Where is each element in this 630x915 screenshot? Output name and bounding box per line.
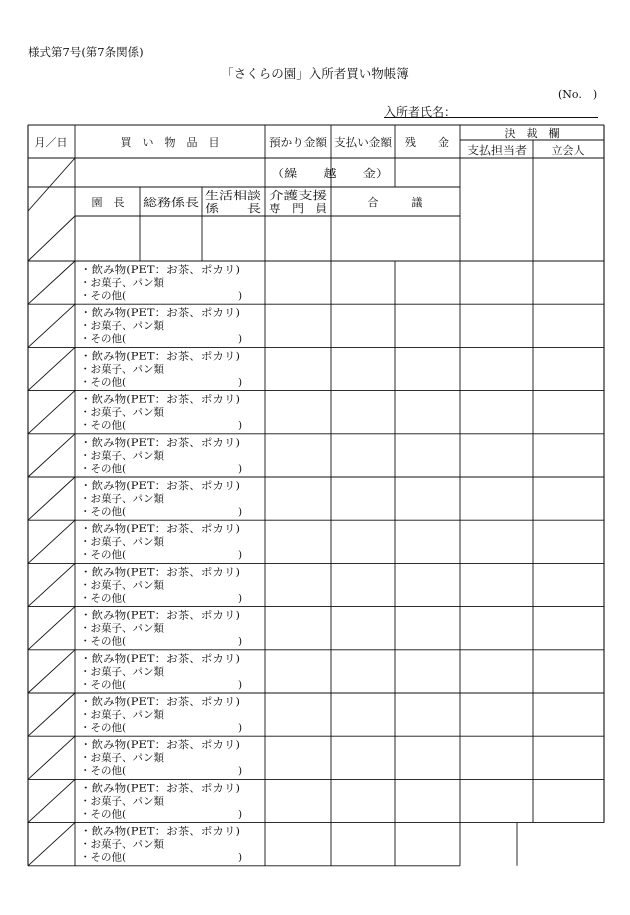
items-header: 買 い 物 品 目: [120, 136, 220, 149]
resident-name-label: 入所者氏名：: [384, 105, 457, 119]
item-drinks: ・飲み物(PET：お茶、ポカリ): [80, 782, 226, 795]
item-other-close: ): [238, 765, 243, 778]
date-cell[interactable]: [28, 391, 75, 434]
item-other: ・その他(: [80, 376, 127, 389]
care-support-label: 介護支援: [269, 189, 313, 202]
date-slash: [28, 216, 75, 261]
care-support-label: 専 門 員: [269, 202, 324, 215]
item-other: ・その他(: [80, 678, 127, 691]
deposit-cell[interactable]: [265, 693, 331, 736]
payment-cell[interactable]: [331, 607, 395, 650]
item-other: ・その他(: [80, 419, 127, 432]
item-other-close: ): [238, 506, 243, 518]
item-other-close: ): [238, 678, 243, 691]
life-consult-label: 生活相談: [205, 189, 249, 202]
item-other: ・その他(: [80, 462, 127, 475]
date-cell[interactable]: [28, 736, 75, 779]
item-other-close: ): [238, 722, 243, 734]
balance-cell[interactable]: [395, 477, 460, 520]
item-other: ・その他(: [80, 635, 127, 648]
payment-cell[interactable]: [331, 434, 395, 477]
payment-cell[interactable]: [331, 477, 395, 520]
item-snacks: ・お菓子、パン類: [80, 709, 164, 721]
balance-cell[interactable]: [395, 736, 460, 779]
date-cell[interactable]: [28, 563, 75, 606]
item-drinks: ・飲み物(PET：お茶、ポカリ): [80, 609, 226, 622]
form-number: 様式第7号(第7条関係): [28, 45, 144, 59]
payment-cell[interactable]: [331, 823, 395, 866]
date-cell[interactable]: [28, 304, 75, 347]
item-drinks: ・飲み物(PET：お茶、ポカリ): [80, 393, 226, 406]
director-label: 園 長: [91, 196, 125, 209]
balance-cell[interactable]: [395, 563, 460, 606]
item-other-close: ): [238, 851, 243, 864]
item-other: ・その他(: [80, 333, 127, 346]
item-other-close: ): [238, 808, 243, 821]
item-drinks: ・飲み物(PET：お茶、ポカリ): [80, 436, 226, 449]
item-other: ・その他(: [80, 290, 127, 302]
balance-cell[interactable]: [395, 304, 460, 347]
item-drinks: ・飲み物(PET：お茶、ポカリ): [80, 825, 226, 838]
balance-cell[interactable]: [395, 650, 460, 693]
balance-cell[interactable]: [395, 607, 460, 650]
item-snacks: ・お菓子、パン類: [80, 277, 164, 289]
item-other-close: ): [238, 290, 243, 302]
deposit-cell[interactable]: [265, 477, 331, 520]
item-other-close: ): [238, 635, 243, 648]
payment-cell[interactable]: [331, 520, 395, 563]
date-cell[interactable]: [28, 607, 75, 650]
deposit-cell[interactable]: [265, 823, 331, 866]
item-other: ・その他(: [80, 592, 127, 605]
council-label: 合 議: [367, 196, 423, 209]
item-drinks: ・飲み物(PET：お茶、ポカリ): [80, 566, 226, 579]
balance-header: 残 金: [405, 136, 449, 149]
date-cell[interactable]: [28, 779, 75, 822]
item-snacks: ・お菓子、パン類: [80, 493, 164, 505]
item-drinks: ・飲み物(PET：お茶、ポカリ): [80, 523, 226, 536]
date-cell[interactable]: [28, 693, 75, 736]
general-chief-label: 総務係長: [143, 196, 199, 209]
item-snacks: ・お菓子、パン類: [80, 449, 164, 462]
deposit-cell[interactable]: [265, 650, 331, 693]
payment-cell[interactable]: [331, 563, 395, 606]
balance-cell[interactable]: [395, 520, 460, 563]
payment-cell[interactable]: [331, 693, 395, 736]
deposit-cell[interactable]: [265, 261, 331, 304]
date-cell[interactable]: [28, 823, 75, 866]
item-other: ・その他(: [80, 851, 127, 864]
date-cell[interactable]: [28, 434, 75, 477]
document-title: 「さくらの園」入所者買い物帳簿: [221, 66, 409, 81]
deposit-cell[interactable]: [265, 736, 331, 779]
item-other-close: ): [238, 376, 243, 389]
balance-cell[interactable]: [395, 434, 460, 477]
item-drinks: ・飲み物(PET：お茶、ポカリ): [80, 264, 226, 276]
item-other-close: ): [238, 333, 243, 346]
carryover-label: （繰 越 金）: [271, 167, 370, 180]
payment-cell[interactable]: [331, 736, 395, 779]
item-drinks: ・飲み物(PET：お茶、ポカリ): [80, 350, 226, 363]
item-snacks: ・お菓子、パン類: [80, 838, 164, 851]
deposit-cell[interactable]: [265, 520, 331, 563]
payment-staff-header: 支払担当者: [467, 144, 522, 157]
payment-cell[interactable]: [331, 650, 395, 693]
date-header: 月／日: [34, 136, 68, 149]
item-other: ・その他(: [80, 722, 127, 734]
date-cell[interactable]: [28, 347, 75, 390]
date-cell[interactable]: [28, 520, 75, 563]
payment-cell[interactable]: [331, 261, 395, 304]
balance-cell[interactable]: [395, 391, 460, 434]
item-other-close: ): [238, 462, 243, 475]
item-snacks: ・お菓子、パン類: [80, 579, 164, 592]
item-drinks: ・飲み物(PET：お茶、ポカリ): [80, 696, 226, 708]
balance-cell[interactable]: [395, 261, 460, 304]
deposit-cell[interactable]: [265, 347, 331, 390]
item-snacks: ・お菓子、パン類: [80, 622, 164, 635]
item-other: ・その他(: [80, 808, 127, 821]
item-other: ・その他(: [80, 506, 127, 518]
item-drinks: ・飲み物(PET：お茶、ポカリ): [80, 652, 226, 665]
deposit-header: 預かり金額: [269, 136, 324, 149]
deposit-cell[interactable]: [265, 391, 331, 434]
payment-cell[interactable]: [331, 391, 395, 434]
payment-cell[interactable]: [331, 779, 395, 822]
item-snacks: ・お菓子、パン類: [80, 363, 164, 376]
date-cell[interactable]: [28, 650, 75, 693]
item-snacks: ・お菓子、パン類: [80, 752, 164, 765]
witness-header: 立会人: [551, 144, 585, 157]
balance-cell[interactable]: [395, 779, 460, 822]
deposit-cell[interactable]: [265, 563, 331, 606]
item-other-close: ): [238, 419, 243, 432]
deposit-cell[interactable]: [265, 434, 331, 477]
deposit-cell[interactable]: [265, 304, 331, 347]
life-consult-label: 係 長: [205, 202, 261, 215]
item-other-close: ): [238, 592, 243, 605]
item-snacks: ・お菓子、パン類: [80, 536, 164, 549]
item-drinks: ・飲み物(PET：お茶、ポカリ): [80, 307, 226, 320]
payment-cell[interactable]: [331, 304, 395, 347]
page-number: (No. ): [558, 88, 598, 101]
deposit-cell[interactable]: [265, 779, 331, 822]
deposit-cell[interactable]: [265, 607, 331, 650]
item-snacks: ・お菓子、パン類: [80, 320, 164, 333]
date-slash: [28, 158, 75, 211]
balance-cell[interactable]: [395, 693, 460, 736]
item-other: ・その他(: [80, 549, 127, 562]
item-snacks: ・お菓子、パン類: [80, 406, 164, 419]
payment-cell[interactable]: [331, 347, 395, 390]
date-cell[interactable]: [28, 261, 75, 304]
item-drinks: ・飲み物(PET：お茶、ポカリ): [80, 739, 226, 752]
item-drinks: ・飲み物(PET：お茶、ポカリ): [80, 480, 226, 492]
date-cell[interactable]: [28, 477, 75, 520]
balance-cell[interactable]: [395, 823, 460, 866]
item-snacks: ・お菓子、パン類: [80, 665, 164, 678]
item-other: ・その他(: [80, 765, 127, 778]
payment-header: 支払い金額: [334, 136, 389, 149]
balance-cell[interactable]: [395, 347, 460, 390]
approval-header: 決 裁 欄: [504, 127, 560, 140]
item-other-close: ): [238, 549, 243, 562]
item-snacks: ・お菓子、パン類: [80, 795, 164, 808]
